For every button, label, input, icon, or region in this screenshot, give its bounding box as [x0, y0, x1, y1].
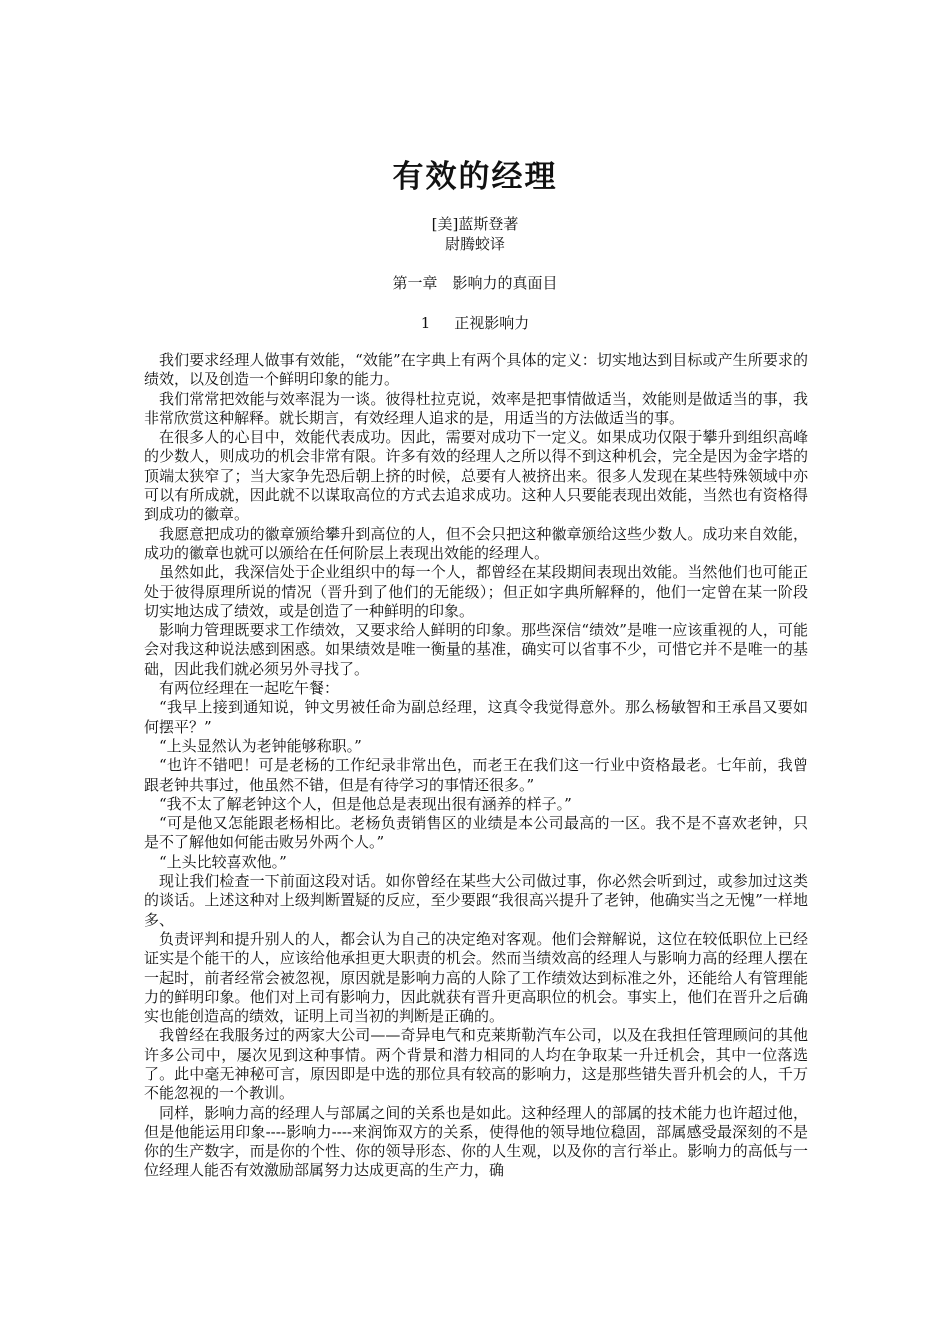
paragraph: 在很多人的心目中，效能代表成功。因此，需要对成功下一定义。如果成功仅限于攀升到组织高峰的少数人，则成功的机会非常有限。许多有效的经理人之所以得不到这种机会，完全是因为金字塔的顶端太狭窄了；当大家争先恐后朝上挤的时候，总要有人被挤出来。很多人发现在某些特殊领域中亦可以有所成就，因此就不以谋取高位的方式去追求成功。这种人只要能表现出效能，当然也有资格得到成功的徽章。 [144, 428, 808, 524]
paragraph: “可是他又怎能跟老杨相比。老杨负责销售区的业绩是本公司最高的一区。我不是不喜欢老钟，只是不了解他如何能击败另外两个人。” [144, 814, 808, 852]
paragraph: 负责评判和提升别人的人，都会认为自己的决定绝对客观。他们会辩解说，这位在较低职位上已经证实是个能干的人，应该给他承担更大职责的机会。然而当绩效高的经理人与影响力高的经理人摆在一起时，前者经常会被忽视，原因就是影响力高的人除了工作绩效达到标准之外，还能给人有管理能力的鲜明印象。他们对上司有影响力，因此就获有晋升更高职位的机会。事实上，他们在晋升之后确实也能创造高的绩效，证明上司当初的判断是正确的。 [144, 929, 808, 1026]
section-heading [0, 313, 950, 333]
paragraph: 虽然如此，我深信处于企业组织中的每一个人，都曾经在某段期间表现出效能。当然他们也可能正处于彼得原理所说的情况（晋升到了他们的无能级）；但正如字典所解释的，他们一定曾在某一阶段切实地达成了绩效，或是创造了一种鲜明的印象。 [144, 563, 808, 620]
section-number: 1 [420, 314, 431, 332]
paragraph: 我愿意把成功的徽章颁给攀升到高位的人，但不会只把这种徽章颁给这些少数人。成功来自效能，成功的徽章也就可以颁给在任何阶层上表现出效能的经理人。 [144, 524, 808, 562]
paragraph: 我们常常把效能与效率混为一谈。彼得杜拉克说，效率是把事情做适当，效能则是做适当的事，我非常欣赏这种解释。就长期言，有效经理人追求的是，用适当的方法做适当的事。 [144, 389, 808, 427]
paragraph: 现让我们检查一下前面这段对话。如你曾经在某些大公司做过事，你必然会听到过，或参加过这类的谈话。上述这种对上级判断置疑的反应，至少要跟“我很高兴提升了老钟，他确实当之无愧”一样地多、 [144, 872, 808, 929]
translator-line: 尉腾蛟译 [444, 235, 505, 253]
paragraph: “上头显然认为老钟能够称职。” [159, 736, 362, 755]
paragraph: 同样，影响力高的经理人与部属之间的关系也是如此。这种经理人的部属的技术能力也许超过他，但是他能运用印象----影响力----来润饰双方的关系，使得他的领导地位稳固，部属感受最深刻的不是你的生产数字，而是你的个性、你的领导形态、你的人生观，以及你的言行举止。影响力的高低与一位经理人能否有效激励部属努力达成更高的生产力，确 [144, 1103, 808, 1180]
document-title: 有效的经理 [392, 159, 558, 195]
paragraph: “也许不错吧！可是老杨的工作纪录非常出色，而老王在我们这一行业中资格最老。七年前，我曾跟老钟共事过，他虽然不错，但是有待学习的事情还很多。” [144, 756, 808, 794]
author-line: [美]蓝斯登著 [431, 215, 519, 233]
paragraph: 有两位经理在一起吃午餐： [159, 679, 340, 698]
paragraph: “我早上接到通知说，钟文男被任命为副总经理，这真令我觉得意外。那么杨敏智和王承昌又要如何摆平？” [144, 698, 808, 736]
paragraph: “我不太了解老钟这个人，但是他总是表现出很有涵养的样子。” [159, 794, 572, 813]
body-text [144, 351, 808, 1181]
paragraph: “上头比较喜欢他。” [159, 852, 287, 871]
section-title: 正视影响力 [454, 314, 530, 332]
chapter-heading: 第一章 影响力的真面目 [392, 274, 558, 292]
paragraph: 我曾经在我服务过的两家大公司——奇异电气和克莱斯勒汽车公司，以及在我担任管理顾问的其他许多公司中，屡次见到这种事情。两个背景和潜力相同的人均在争取某一升迁机会，其中一位落选了。此中毫无神秘可言，原因即是中选的那位具有较高的影响力，这是那些错失晋升机会的人，千万不能忽视的一个教训。 [144, 1026, 808, 1103]
paragraph: 影响力管理既要求工作绩效，又要求给人鲜明的印象。那些深信“绩效”是唯一应该重视的人，可能会对我这种说法感到困惑。如果绩效是唯一衡量的基准，确实可以省事不少，可惜它并不是唯一的基础，因此我们就必须另外寻找了。 [144, 621, 808, 678]
paragraph: 我们要求经理人做事有效能，“效能”在字典上有两个具体的定义：切实地达到目标或产生所要求的绩效，以及创造一个鲜明印象的能力。 [144, 351, 808, 389]
